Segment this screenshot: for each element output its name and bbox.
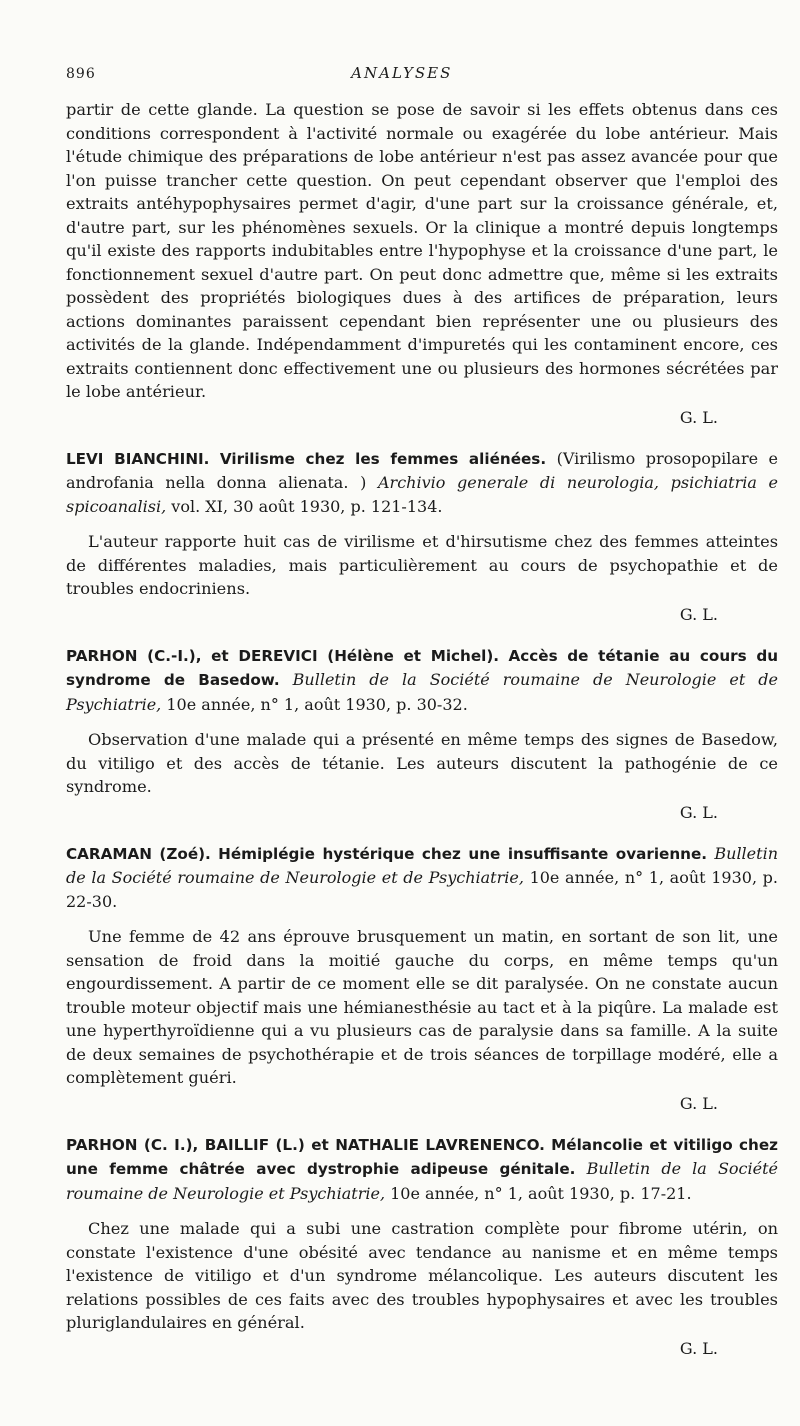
review-reference	[66, 842, 778, 914]
running-head: ANALYSES	[351, 64, 453, 82]
review-signature: G. L.	[679, 1338, 718, 1358]
review-details: 10e année, n° 1, août 1930, p. 17-21.	[390, 1183, 692, 1203]
review-entry	[66, 644, 778, 824]
review-authors: PARHON (C. I.), BAILLIF (L.) et NATHALIE LAVRENENCO.	[66, 1135, 545, 1154]
review-authors: LEVI BIANCHINI.	[66, 449, 210, 468]
review-authors: PARHON (C.-I.), et DEREVICI (Hélène et Michel).	[66, 646, 500, 665]
review-reference	[66, 1133, 778, 1206]
review-journal: Bulletin de la Société roumaine de Neurologie et de Psychiatrie,	[66, 843, 778, 887]
review-title: Virilisme chez les femmes aliénées.	[219, 449, 547, 468]
review-signature: G. L.	[679, 802, 718, 822]
review-authors: CARAMAN (Zoé).	[66, 844, 211, 863]
review-signature: G. L.	[679, 604, 718, 624]
review-title: Hémiplégie hystérique chez une insuffisante ovarienne.	[218, 844, 708, 863]
review-entry	[66, 842, 778, 1115]
review-journal: Bulletin de la Société roumaine de Neurologie et Psychiatrie,	[66, 1159, 779, 1203]
page-content	[66, 70, 778, 1360]
page-header	[66, 0, 778, 82]
review-entry	[66, 1133, 778, 1360]
review-body: Observation d'une malade qui a présenté en même temps des signes de Basedow, du vitiligo et des accès de tétanie. Les auteurs discutent la pathogénie de ce syndrome.	[66, 730, 778, 796]
review-original-title: (Virilismo prosopopilare e androfania nella donna alienata. )	[66, 448, 779, 492]
review-entry	[66, 447, 778, 626]
intro-signature: G. L.	[679, 407, 718, 427]
review-body: L'auteur rapporte huit cas de virilisme et d'hirsutisme chez des femmes atteintes de différentes maladies, mais particulièrement au cours de psychopathie et de troubles endocriniens.	[66, 532, 778, 598]
intro-paragraph: partir de cette glande. La question se pose de savoir si les effets obtenus dans ces conditions correspondent à l'activité normale ou exagérée du lobe antérieur. Mais l'étude chimique des préparations de lobe antérieur n'est pas assez avancée pour que l'on puisse trancher cette question. On peut cependant observer que l'emploi des extraits antéhypophysaires permet d'agir, d'une part sur la croissance générale, et, d'autre part, sur les phénomènes sexuels. Or la clinique a montré depuis longtemps qu'il existe des rapports indubitables entre l'hypophyse et la croissance d'une part, le fonctionnement sexuel d'autre part. On peut donc admettre que, même si les extraits possèdent des propriétés biologiques dues à des artifices de préparation, leurs actions dominantes paraissent cependant bien représenter une ou plusieurs des activités de la glande. Indépendamment d'impuretés qui les contaminent encore, ces extraits contiennent donc effectivement une ou plusieurs des hormones sécrétées par le lobe antérieur.	[66, 100, 778, 401]
review-reference	[66, 644, 778, 717]
review-body: Une femme de 42 ans éprouve brusquement un matin, en sortant de son lit, une sensation de froid dans la moitié gauche du corps, en même temps qu'un engourdissement. A partir de ce moment elle se dit paralysée. On ne constate aucun trouble moteur objectif mais une hémianesthésie au tact et à la piqûre. La malade est une hyperthyroïdienne qui a vu plusieurs cas de paralysie dans sa famille. A la suite de deux semaines de psychothérapie et de trois séances de torpillage modéré, elle a complètement guéri.	[66, 927, 778, 1087]
review-signature: G. L.	[679, 1093, 718, 1113]
review-title: Accès de tétanie au cours du syndrome de Basedow.	[66, 646, 779, 689]
review-journal: Archivio generale di neurologia, psichiatria e spicoanalisi,	[66, 473, 778, 516]
review-journal: Bulletin de la Société roumaine de Neurologie et de Psychiatrie,	[66, 670, 779, 714]
review-details: 10e année, n° 1, août 1930, p. 30-32.	[166, 694, 468, 714]
review-details: vol. XI, 30 août 1930, p. 121-134.	[171, 496, 443, 516]
review-body: Chez une malade qui a subi une castration complète pour fibrome utérin, on constate l'existence d'une obésité avec tendance au nanisme et en même temps l'existence de vitiligo et d'un syndrome mélancolique. Les auteurs discutent les relations possibles de ces faits avec des troubles hypophysaires et avec les troubles pluriglandulaires en général.	[66, 1219, 778, 1332]
review-title: Mélancolie et vitiligo chez une femme châtrée avec dystrophie adipeuse génitale.	[66, 1135, 779, 1178]
review-reference	[66, 447, 778, 519]
review-details: 10e année, n° 1, août 1930, p. 22-30.	[66, 868, 779, 911]
page-number: 896	[66, 66, 96, 82]
